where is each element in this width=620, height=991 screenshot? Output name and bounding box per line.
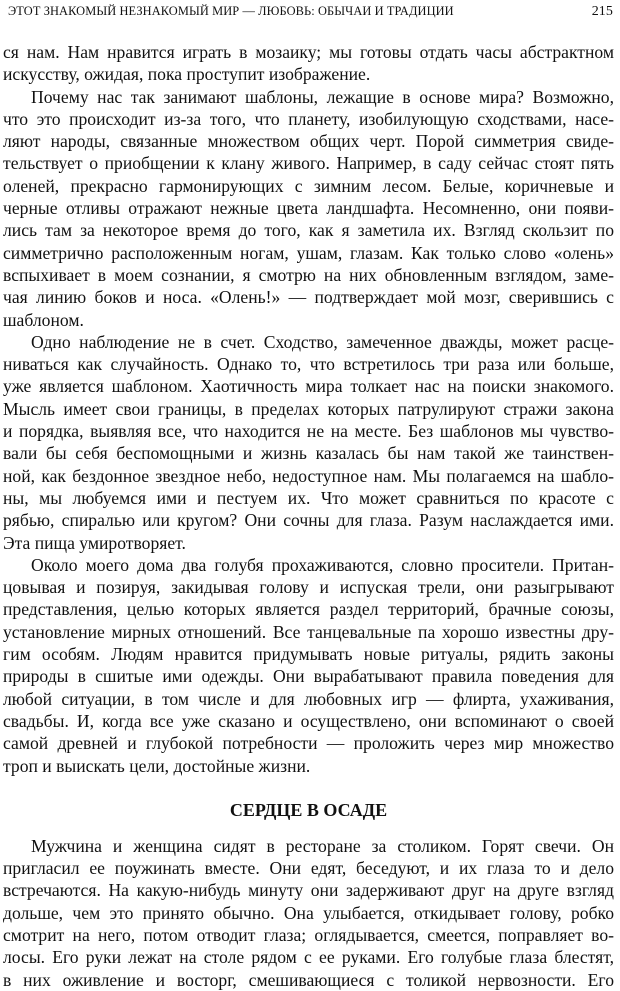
text-line: свадьбы. И, когда все уже сказано и осуществлено, они вспоминают о своей (3, 710, 614, 731)
text-line: Около моего дома два голубя прохаживаются, словно просители. Притан- (31, 554, 614, 575)
text-line: ниваться как случайность. Однако то, что встретилось три раза или больше, (3, 354, 614, 375)
text-line: симметрично расположенным ногам, ушам, глазам. Как только слово «олень» (3, 242, 614, 263)
text-line: гим особям. Людям нравится придумывать новые ритуалы, рядить законы (3, 644, 614, 665)
text-line: Почему нас так занимают шаблоны, лежащие в основе мира? Возможно, (31, 86, 614, 107)
running-title: ЭТОТ ЗНАКОМЫЙ НЕЗНАКОМЫЙ МИР — ЛЮБОВЬ: ОБЫЧАИ И ТРАДИЦИИ (8, 4, 454, 18)
text-line: искусству, ожидая, пока проступит изображение. (3, 64, 371, 85)
text-line: в них оживление и восторг, смешивающиеся с толикой нервозности. Его (3, 969, 614, 990)
text-line: черные отливы отражают нежные цвета ландшафта. Несомненно, они появи- (3, 198, 614, 219)
running-header (8, 4, 613, 24)
text-line: рябью, спиралью или кругом? Они сочны для глаза. Разум наслаждается ими. (3, 510, 614, 531)
page-number: 215 (591, 4, 613, 19)
text-line: и порядка, выявляя все, что находится не на месте. Без шаблонов мы чувство- (3, 421, 614, 442)
text-line: Одно наблюдение не в счет. Сходство, замеченное дважды, может расце- (31, 331, 614, 352)
text-line: ны, мы любуемся ими и пестуем их. Что может сравниться по красоте с (3, 487, 614, 508)
text-line: Мысль имеет свои границы, в пределах которых патрулируют стражи закона (3, 398, 614, 419)
text-line: шаблоном. (3, 309, 84, 330)
text-line: троп и выискать цели, достойные жизни. (3, 755, 311, 776)
text-line: дольше, чем это принято обычно. Она улыбается, откидывает голову, робко (3, 902, 614, 923)
text-line: встречаются. На какую-нибудь минуту они задерживают друг на друге взгляд (3, 880, 614, 901)
text-line: природы в сшитые ими одежды. Они вырабатывают правила поведения для (3, 666, 614, 687)
text-line: уже является шаблоном. Хаотичность мира толкает нас на поиски знакомого. (3, 376, 614, 397)
text-line: лись там за некоторое время до того, как я заметила их. Взгляд скользит по (3, 220, 614, 241)
text-line: пригласил ее поужинать вместе. Они едят, беседуют, и их глаза то и дело (3, 858, 614, 879)
text-line: самой древней и глубокой потребности — проложить через мир множество (3, 733, 614, 754)
text-line: ной, как бездонное звездное небо, недоступное нам. Мы полагаемся на шабло- (3, 465, 614, 486)
text-line: лосы. Его руки лежат на столе рядом с ее руками. Его голубые глаза блестят, (3, 947, 614, 968)
text-line: вали бы себя беспомощными и жизнь казалась бы нам такой же таинствен- (3, 443, 614, 464)
text-line: смотрит на него, потом отводит глаза; оглядывается, смеется, поправляет во- (3, 924, 614, 945)
text-line: чая линию боков и носа. «Олень!» — подтверждает мой мозг, сверившись с (3, 287, 614, 308)
text-line: ся нам. Нам нравится играть в мозаику; мы готовы отдать часы абстрактном (3, 42, 614, 62)
text-line: оленей, прекрасно гармонирующих с зимним лесом. Белые, коричневые и (3, 175, 614, 196)
text-line: что это происходит из-за того, что планету, изобилующую сходствами, насе- (3, 108, 614, 129)
text-line: любой ситуации, в том числе и для любовных игр — флирта, ухаживания, (3, 688, 614, 709)
body-text (3, 41, 614, 991)
text-line: Эта пища умиротворяет. (3, 532, 186, 553)
text-line: установление мирных отношений. Все танцевальные па хорошо известны дру- (3, 621, 614, 642)
text-line: представления, целью которых является раздел территорий, брачные союзы, (3, 599, 614, 620)
text-line: тельствует о приобщении к клану живого. Например, в саду сейчас стоят пять (3, 153, 614, 174)
text-line: ляют народы, связанные множеством общих черт. Порой симметрия свиде- (3, 131, 614, 152)
text-line: цовывая и позируя, закидывая голову и испуская трели, они разыгрывают (3, 577, 614, 598)
text-line: Мужчина и женщина сидят в ресторане за столиком. Горят свечи. Он (31, 835, 614, 856)
section-heading: СЕРДЦЕ В ОСАДЕ (229, 799, 388, 820)
text-line: вспыхивает в моем сознании, я смотрю на них обновленным взглядом, заме- (3, 264, 614, 285)
